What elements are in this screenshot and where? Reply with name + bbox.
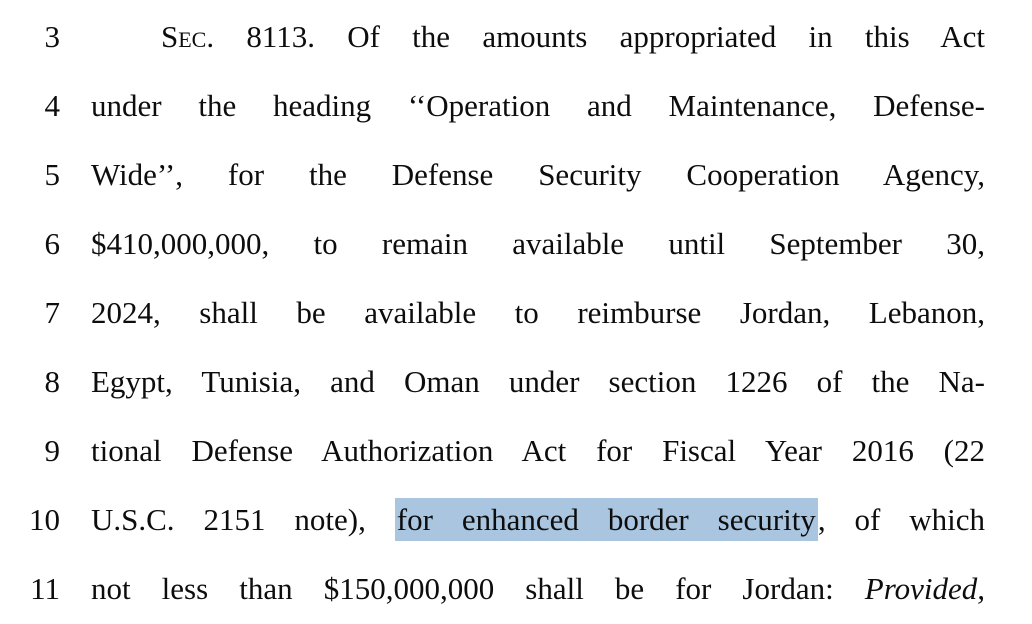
line-number: 7 [44,295,60,330]
line-number: 3 [44,19,60,54]
line-segment: , of which [817,502,986,537]
line-segment: 2024, shall be available to reimburse Jordan, Lebanon, [91,295,985,330]
line-number: 8 [44,364,60,399]
document-line [0,554,1032,623]
document-line [0,140,1032,209]
line-segment: $410,000,000, to remain available until September 30, [91,226,985,261]
highlighted-text: for enhanced border security [395,498,818,541]
line-text [91,554,985,623]
document-line [0,485,1032,554]
line-segment: Egypt, Tunisia, and Oman under section 1226 of the Na- [91,364,985,399]
document-line [0,347,1032,416]
line-number: 5 [44,157,60,192]
line-text [91,416,985,485]
line-number: 11 [30,571,60,606]
line-text [91,278,985,347]
document-line [0,278,1032,347]
document-line [0,71,1032,140]
line-number: 4 [44,88,60,123]
line-segment: under the heading ‘‘Operation and Maintenance, Defense- [91,88,985,123]
line-text [91,71,985,140]
line-segment: not less than $150,000,000 shall be for Jordan: [91,571,865,606]
line-text [91,140,985,209]
line-segment: 8113. Of the amounts appropriated in this Act [214,19,985,54]
document-line [0,416,1032,485]
line-text [91,485,985,554]
line-number: 6 [44,226,60,261]
line-segment: Wide’’, for the Defense Security Cooperation Agency, [91,157,985,192]
line-text [91,347,985,416]
line-number: 10 [29,502,60,537]
line-segment: U.S.C. 2151 note), [91,502,395,537]
line-number: 9 [44,433,60,468]
line-segment: tional Defense Authorization Act for Fiscal Year 2016 (22 [91,433,985,468]
document-line [0,2,1032,71]
line-text [91,209,985,278]
section-label: Sec. [161,19,215,54]
document-line [0,209,1032,278]
proviso-italic-text: Provided, [864,571,985,606]
line-text [91,2,985,71]
